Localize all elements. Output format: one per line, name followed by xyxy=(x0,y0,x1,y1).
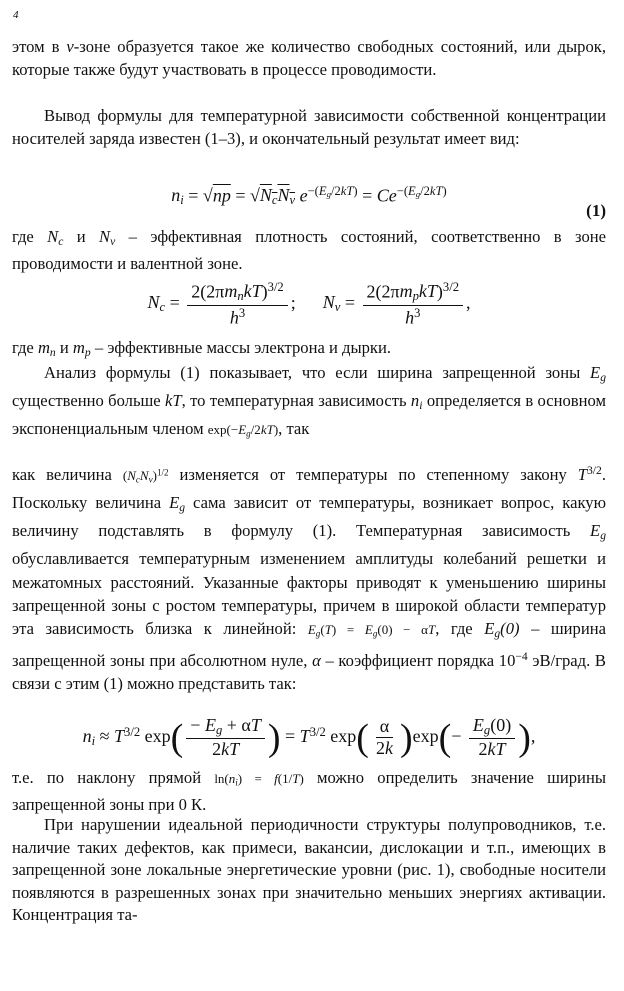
inline-exp-formula: $\exp(-E_g/2kT)$ xyxy=(207,422,279,439)
equation-2: $N_c$ = $\frac{2(2\pi m_nkT)^{3/2}}{h^3}$ ; $N_v$ = $\frac{2(2\pi m_pkT)^{3/2}}{h^3}$ , xyxy=(147,280,471,327)
paragraph-4: где $m_n$ и $m_p$ – эффективные массы электрона и дырки. xyxy=(12,338,392,359)
equation-1-number: (1) xyxy=(586,201,606,220)
equation-1: $n_i = √np = √N_cN_v$ $e^{-(E_g/2kT)} = Ce^{-(E_g/2kT)}$ xyxy=(171,184,447,208)
inline-ln-formula: $\ln(n_i) = f(1/T)$ xyxy=(214,771,304,788)
paragraph-6: т.е. по наклону прямой $\ln(n_i) = f(1/T)$ можно определить значение ширины запрещенной зоны при 0 К. xyxy=(12,768,606,814)
inline-eg-linear-formula: $E_g(T) = E_g(0) - \alpha T$ xyxy=(307,621,436,639)
inline-nn-formula: $(N_cN_v)^{1/2}$ xyxy=(122,467,169,484)
page-number: 4 xyxy=(13,9,19,21)
paragraph-2: Вывод формулы для температурной зависимости собственной концентрации носителей заряда известен (1–3), и окончательный результат имеет вид: xyxy=(12,106,606,148)
equation-3: $n_i \approx T^{3/2}$ exp( $\frac{- E_g + \alpha T}{2kT}$ ) = $T^{3/2}$ exp( $\frac{\alpha}{2k}$ )exp(− $\frac{E_g(0)}{2kT}$ ), xyxy=(82,715,536,760)
paragraph-7: При нарушении идеальной периодичности структуры полупроводников, т.е. наличие таких дефектов, как примеси, вакансии, дислокации и т.п., имеющих в запрещенной зоне локальные энергетические уровни (рис. 1), свободные носители появляются в разрешенных зонах при значительно меньших энергиях активации. Концентрация та- xyxy=(12,815,606,925)
paragraph-3: где $N_c$ и $N_v$ – эффективная плотность состояний, соответственно в зоне проводимости и валентной зоне. xyxy=(12,227,607,274)
paragraph-5: Анализ формулы (1) показывает, что если ширина запрещенной зоны $E_g$ существенно больше kT, то температурная зависимость $n_i$ определяется в основном экспоненциальным членом $\exp(-E_g/2kT)$, так как величина $(N_cN_v)^{1/2}$ изменяется от температуры по степенному закону $T^{3/2}$. Поскольку величина $E_g$ сама зависит от температуры, возникает вопрос, какую величину подставлять в формулу (1). Температурная зависимость $E_g$ обуславливается температурным изменением амплитуды колебаний решетки и межатомных расстояний. Указанные факторы приводят к уменьшению ширины запрещенной зоны с ростом температуры, причем в широкой области температур эта зависимость близка к линейной: $E_g(T) = E_g(0) - \alpha T$, где $E_g(0)$ – ширина запрещенной зоны при абсолютном нуле, α – коэффициент порядка $10^{-4}$ эВ/град. В связи с этим (1) можно представить так: xyxy=(12,363,606,694)
paragraph-1: этом в v-зоне образуется такое же количество свободных состояний, или дырок, которые также будут участвовать в процессе проводимости. xyxy=(12,37,606,79)
